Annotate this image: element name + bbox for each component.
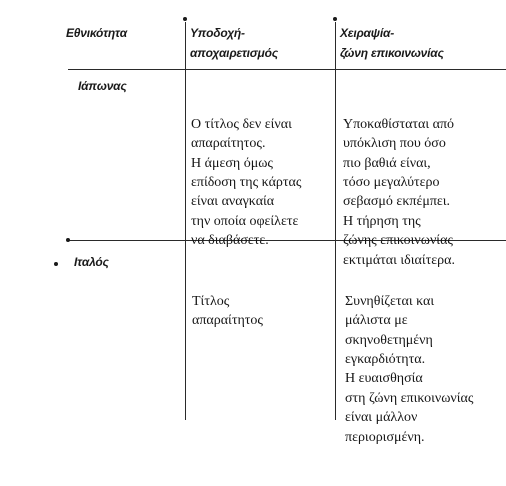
header-handshake bbox=[340, 23, 444, 63]
header-reception-text: Υποδοχή- αποχαιρετισμός bbox=[190, 26, 278, 60]
column-divider-1 bbox=[185, 22, 186, 420]
column-divider-2-dot bbox=[333, 17, 337, 21]
row-divider-dot bbox=[66, 238, 70, 242]
row-2-handshake-text: Συνηθίζεται και μάλιστα με σκηνοθετημένη εγκαρδιότητα. Η ευαισθησία στη ζώνη επικοινωνίας είναι μάλλον περιορισμένη. bbox=[345, 293, 474, 445]
row-1-handshake-text: Υποκαθίσταται από υπόκλιση που όσο πιο βαθιά είναι, τόσο μεγαλύτερο σεβασμό εκπέμπει. Η τήρηση της ζώνης επικοινωνίας εκτιμάται ιδιαίτερα. bbox=[343, 116, 455, 268]
row-2-nationality: Ιταλός bbox=[74, 255, 109, 269]
row-2-reception bbox=[192, 253, 263, 369]
row-1-nationality: Ιάπωνας bbox=[78, 79, 127, 93]
row-1-reception-text: Ο τίτλος δεν είναι απαραίτητος. Η άμεση όμως επίδοση της κάρτας είναι αναγκαία την οποία οφείλετε να διαβάσετε. bbox=[191, 116, 302, 249]
header-handshake-text: Χειραψία- ζώνη επικοινωνίας bbox=[340, 26, 444, 60]
row-2-reception-text: Τίτλος απαραίτητος bbox=[192, 293, 263, 329]
header-reception bbox=[190, 23, 278, 63]
header-nationality: Εθνικότητα bbox=[66, 26, 127, 40]
header-divider bbox=[68, 69, 506, 70]
column-divider-1-dot bbox=[183, 17, 187, 21]
column-divider-2 bbox=[335, 22, 336, 420]
row-2-handshake bbox=[345, 253, 473, 486]
row-2-bullet bbox=[54, 262, 58, 266]
